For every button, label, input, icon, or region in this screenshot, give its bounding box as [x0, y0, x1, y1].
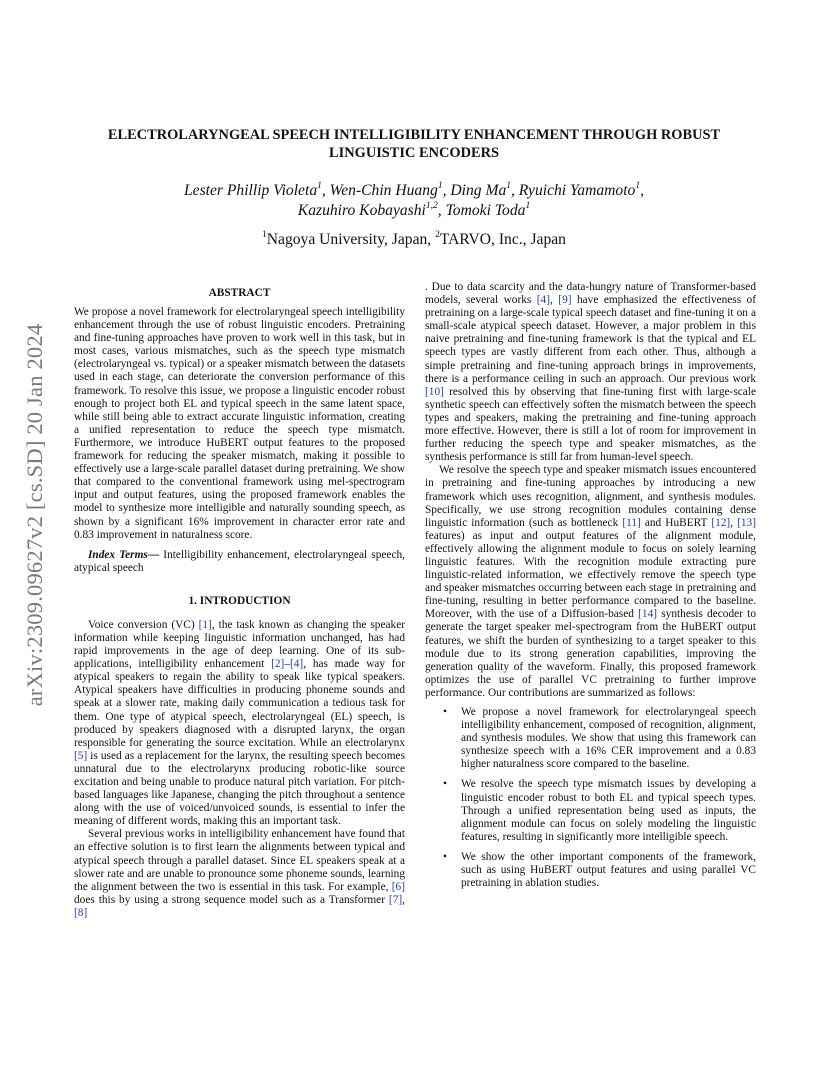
body-text: resolved this by observing that fine-tuning first with large-scale synthetic speech can effectively soften the mismatch between the speech types and speakers, making the pretraining and fine-tuning approach more effective. However, there is still a lot of room for improvement in further reducing the speech type and speaker mismatches, as the synthesis performance is still far from human-level speech. [425, 385, 756, 464]
index-terms [74, 549, 405, 575]
affiliation-mark: 2 [435, 229, 440, 240]
body-text: Several previous works in intelligibility enhancement have found that an effective solution is to first learn the alignments between typical and atypical speech through a parallel dataset. Since EL speakers speak at a slower rate and are unable to pronounce some phoneme sounds, learning the alignment between the two is essential in this task. For example, [74, 828, 405, 893]
author-affiliation-mark: 1,2 [425, 200, 438, 211]
body-text: , has made way for atypical speakers to regain the ability to speak like typical speakers. Atypical speakers have difficulties in producing phoneme sounds and speak at a slower rate, making daily communication a tedious task for them. One type of atypical speech, electrolaryngeal (EL) speech, is produced by speakers diagnosed with a disrupted larynx, the organ responsible for generating the source excitation. While an electrolarynx [74, 658, 405, 749]
abstract-heading: ABSTRACT [208, 287, 271, 299]
body-text: – [284, 658, 290, 671]
affiliation-line [74, 230, 754, 250]
contribution-item: • We propose a novel framework for electrolaryngeal speech intelligibility enhancement, composed of recognition, alignment, and synthesis modules. We show that using this framework can synthesize speech with a 16% CER improvement and a 0.83 higher naturalness score compared to the baseline. [455, 706, 756, 771]
citation-link[interactable]: [14] [638, 608, 658, 621]
author-affiliation-mark: 1 [506, 180, 511, 191]
body-text: and HuBERT [640, 516, 712, 529]
body-text: , [730, 516, 738, 529]
citation-link[interactable]: [13] [737, 516, 757, 529]
author-name: Lester Phillip Violeta [184, 182, 318, 199]
body-text: does this by using a strong sequence model such as a Transformer [74, 893, 389, 906]
introduction-heading: 1. INTRODUCTION [188, 594, 291, 607]
abstract-text: We propose a novel framework for electrolaryngeal speech intelligibility enhancement through the use of robust linguistic encoders. Pretraining and fine-tuning approaches have proven to work well in this task, but in most cases, various mismatches, such as the speech type mismatch (electrolaryngeal vs. typical) or a speaker mismatch between the datasets used in each stage, can deteriorate the conversion performance of this framework. To resolve this issue, we propose a linguistic encoder robust enough to project both EL and typical speech in the same latent space, while still being able to extract accurate linguistic information, creating a unified representation to reduce the speech type mismatch. Furthermore, we introduce HuBERT output features to the proposed framework for reducing the speaker mismatch, making it possible to effectively use a large-scale parallel dataset during pretraining. We show that compared to the conventional framework using mel-spectrogram input and output features, using the proposed framework enables the model to synthesize more intelligible and naturally sounding speech, as shown by a significant 16% improvement in character error rate and 0.83 improvement in naturalness score. [74, 306, 405, 541]
paper-title: ELECTROLARYNGEAL SPEECH INTELLIGIBILITY ENHANCEMENT THROUGH ROBUST LINGUISTIC ENCODERS [107, 127, 721, 161]
author-name: Kazuhiro Kobayashi [297, 202, 426, 219]
intro-paragraph-2 [74, 828, 405, 920]
body-text: have emphasized the effectiveness of pretraining on a large-scale typical speech dataset and fine-tuning it on a small-scale atypical speech dataset. However, a major problem in this naive pretraining and fine-tuning framework is that the typical and EL speech types are vastly different from each other. Thus, although a simple pretraining and fine-tuning approach brings in improvements, there is a performance ceiling in such an approach. Our previous work [425, 294, 756, 385]
contribution-item: • We resolve the speech type mismatch issues by developing a linguistic encoder robust to both EL and typical speech types. Through a unified representation being used as inputs, the alignment module can focus on solely modeling the linguistic features, resulting in significantly more intelligible speech. [455, 778, 756, 843]
body-text: features) as input and output features of the alignment module, effectively allowing the alignment module to focus on solely learning linguistic features. With the recognition module extracting pure linguistic-related information, we effectively remove the speech type and speaker mismatches occurring between each stage in pretraining and fine-tuning, resulting in better performance compared to the baseline. Moreover, with the use of a Diffusion-based [425, 529, 756, 621]
citation-link[interactable]: [9] [558, 294, 572, 307]
author-affiliation-mark: 1 [317, 180, 322, 191]
citation-link[interactable]: [8] [74, 906, 88, 919]
left-column [74, 281, 405, 920]
citation-link[interactable]: [12] [711, 516, 731, 529]
citation-link[interactable]: [11] [622, 516, 641, 529]
author-separator: , [442, 182, 451, 199]
author-name: Wen-Chin Huang [329, 182, 438, 199]
author-separator: , [640, 182, 644, 199]
citation-link[interactable]: [4] [289, 658, 304, 671]
citation-link[interactable]: [1] [198, 618, 212, 631]
citation-link[interactable]: [10] [425, 385, 444, 398]
author-affiliation-mark: 1 [635, 180, 641, 191]
contribution-item: • We show the other important components of the framework, such as using HuBERT output features and using parallel VC pretraining in ablation studies. [455, 851, 756, 890]
citation-link[interactable]: [2] [271, 658, 285, 671]
author-affiliation-mark: 1 [525, 200, 531, 211]
right-column [425, 281, 756, 897]
author-name: Ding Ma [450, 182, 507, 199]
author-name: Tomoki Toda [445, 202, 526, 219]
author-separator: , [511, 182, 519, 199]
body-text: , [550, 294, 559, 307]
intro-paragraph-2-continued [425, 281, 756, 464]
arxiv-identifier-text: arXiv:2309.09627v2 [cs.SD] 20 Jan 2024 [22, 323, 47, 707]
affiliation-text: TARVO, Inc., Japan [439, 231, 566, 248]
author-separator: , [437, 202, 446, 219]
body-text: We resolve the speech type and speaker mismatch issues encountered in pretraining and fine-tuning approaches by introducing a new framework which uses recognition, alignment, and synthesis modules. Specifically, we use strong recognition modules containing dense linguistic information (such as bottleneck [425, 464, 756, 529]
index-terms-text: Intelligibility enhancement, electrolaryngeal speech, atypical speech [74, 548, 406, 574]
affiliation-text: Nagoya University, Japan, [266, 231, 436, 248]
citation-link[interactable]: [6] [391, 880, 405, 893]
body-text: , the task known as changing the speaker information while keeping linguistic information unchanged, has had rapid improvements in the age of deep learning. One of its sub-applications, intelligibility enhancement [74, 618, 406, 671]
intro-paragraph-1 [74, 619, 405, 829]
arxiv-identifier-stamp[interactable] [22, 300, 48, 730]
body-text: , [402, 893, 405, 906]
body-text: . Due to data scarcity and the data-hungry nature of Transformer-based models, several works [425, 281, 756, 307]
author-separator: , [321, 182, 330, 199]
citation-link[interactable]: [7] [388, 893, 403, 906]
citation-link[interactable]: [5] [74, 749, 88, 762]
author-list [74, 181, 754, 221]
body-text: Voice conversion (VC) [88, 618, 199, 631]
body-text: is used as a replacement for the larynx, the resulting speech becomes unnatural due to the electrolarynx producing robotic-like source excitation and being unable to produce natural pitch variation. For pitch-based languages like Japanese, changing the pitch throughout a sentence along with the use of voiced/unvoiced sounds, is essential to infer the meaning of different words, making this an important task. [74, 749, 405, 828]
body-text: synthesis decoder to generate the target speaker mel-spectrogram from the HuBERT output features, we shift the burden of synthesizing to a target speaker to this module due to its strong generation capabilities, improving the generation quality of the waveform. Finally, this proposed framework optimizes the use of parallel VC pretraining to further improve performance. Our contributions are summarized as follows: [425, 608, 756, 699]
contributions-list [425, 706, 756, 890]
author-affiliation-mark: 1 [437, 180, 443, 191]
affiliation-mark: 1 [262, 229, 267, 240]
index-terms-label: Index Terms— [88, 548, 160, 561]
intro-paragraph-3 [425, 464, 756, 700]
author-name: Ryuichi Yamamoto [518, 182, 636, 199]
citation-link[interactable]: [4] [536, 294, 551, 307]
